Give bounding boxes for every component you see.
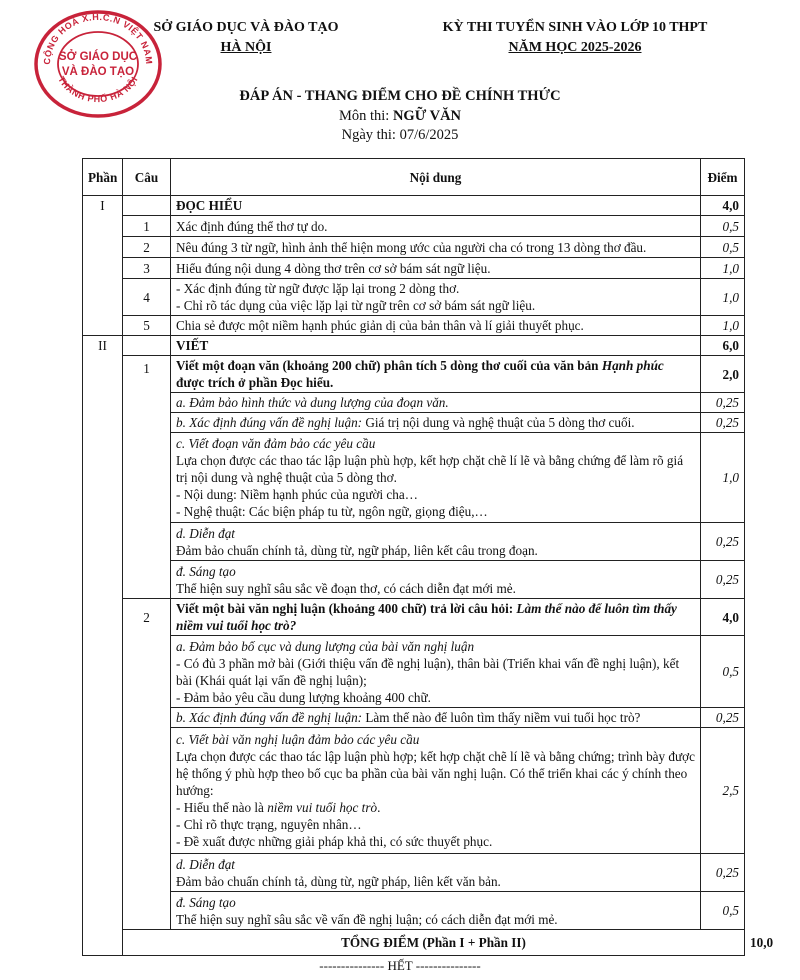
- criterion-score: 0,5: [701, 636, 745, 708]
- table-row: [83, 413, 745, 433]
- table-row: [83, 708, 745, 728]
- part1-number: I: [83, 196, 123, 336]
- question-number: 2: [123, 599, 171, 930]
- question-score: 1,0: [701, 279, 745, 316]
- stamp-bottom-text: THÀNH PHỐ HÀ NỘI: [56, 74, 140, 105]
- criterion-label: d. Diễn đạt: [176, 525, 235, 541]
- criterion-label: a. Đảm bảo bố cục và dung lượng của bài văn nghị luận: [176, 638, 475, 654]
- criterion-label: đ. Sáng tạo: [176, 894, 236, 910]
- content-line: Lựa chọn được các thao tác lập luận phù hợp, kết hợp chặt chẽ lí lẽ và bằng chứng để làm rõ giá trị nội dung và nghệ thuật của 5 dòng thơ.: [176, 453, 684, 485]
- question-number: 2: [123, 237, 171, 258]
- prompt-text: Viết một bài văn nghị luận (khoảng 400 chữ) trả lời câu hỏi:: [176, 601, 517, 616]
- content-line: - Nội dung: Niềm hạnh phúc của người cha…: [176, 487, 418, 502]
- criterion-content: [171, 854, 701, 892]
- question-prompt: [171, 599, 701, 636]
- table-row: [83, 356, 745, 393]
- content-line: [176, 799, 695, 816]
- total-label: TỔNG ĐIỂM (Phần I + Phần II): [123, 930, 745, 956]
- table-row: [83, 892, 745, 930]
- answer-key-table: [82, 158, 774, 956]
- criterion-score: 0,25: [701, 561, 745, 599]
- content-text: - Hiểu thế nào là: [176, 800, 268, 815]
- exam-name: KỲ THI TUYỂN SINH VÀO LỚP 10 THPT: [442, 20, 708, 35]
- question-content: Chia sẻ được một niềm hạnh phúc giản dị của bản thân và lí giải thuyết phục.: [171, 316, 701, 336]
- criterion-content: [171, 433, 701, 523]
- question-score: 1,0: [701, 316, 745, 336]
- question-number: 1: [123, 216, 171, 237]
- total-row: TỔNG ĐIỂM (Phần I + Phần II) 10,0: [83, 930, 745, 956]
- part1-title-row: [83, 196, 745, 216]
- content-line: - Đảm bảo yêu cầu dung lượng khoảng 400 chữ.: [176, 689, 431, 705]
- content-line: Lựa chọn được các thao tác lập luận phù hợp; kết hợp chặt chẽ lí lẽ và bằng chứng; trình bày được hệ thống ý phù hợp theo bố cục ba phần của bài văn nghị luận. Có thể triển khai các ý chính theo hướng:: [176, 749, 695, 798]
- criterion-label: b. Xác định đúng vấn đề nghị luận:: [176, 710, 363, 725]
- prompt-question: Làm thế nào để luôn tìm thấy niềm vui tuổi học trò?: [176, 601, 677, 633]
- table-row: [83, 636, 745, 708]
- criterion-score: 2,5: [701, 728, 745, 854]
- criterion-content: [171, 708, 701, 728]
- table-row: [83, 316, 745, 336]
- table-row: [83, 854, 745, 892]
- exam-date: Ngày thi: 07/6/2025: [341, 127, 459, 143]
- content-emphasis: niềm vui tuổi học trò: [267, 800, 378, 815]
- criterion-text: Giá trị nội dung và nghệ thuật của 5 dòng thơ cuối.: [362, 415, 635, 430]
- content-line: - Có đủ 3 phần mở bài (Giới thiệu vấn đề nghị luận), thân bài (Triển khai vấn đề nghị luận), kết bài (Khái quát lại vấn đề nghị luận);: [176, 655, 680, 688]
- end-marker: --------------- HẾT ---------------: [319, 958, 481, 973]
- content-line: - Chỉ rõ tác dụng của việc lặp lại từ ngữ trên cơ sở bám sát ngữ liệu.: [176, 298, 536, 313]
- content-line: - Xác định đúng từ ngữ được lặp lại trong 2 dòng thơ.: [176, 281, 460, 296]
- table-header-row: [83, 159, 745, 196]
- content-line: Thể hiện suy nghĩ sâu sắc về đoạn thơ, có cách diễn đạt mới mẻ.: [176, 580, 516, 596]
- header-phan: Phần: [83, 159, 123, 196]
- question-score: 1,0: [701, 258, 745, 279]
- table-row: [83, 561, 745, 599]
- criterion-score: 0,5: [701, 892, 745, 930]
- criterion-content: [171, 413, 701, 433]
- criterion-content: [171, 636, 701, 708]
- content-line: Đảm bảo chuẩn chính tả, dùng từ, ngữ pháp, liên kết câu trong đoạn.: [176, 542, 538, 558]
- criterion-content: [171, 892, 701, 930]
- content-line: Đảm bảo chuẩn chính tả, dùng từ, ngữ pháp, liên kết văn bản.: [176, 873, 501, 889]
- table-row: [83, 237, 745, 258]
- criterion-label: a. Đảm bảo hình thức và dung lượng của đoạn văn.: [171, 393, 701, 413]
- criterion-label: c. Viết bài văn nghị luận đảm bảo các yêu cầu: [176, 732, 420, 747]
- prompt-title: Hạnh phúc: [601, 358, 664, 373]
- question-score: 4,0: [701, 599, 745, 636]
- school-year: NĂM HỌC 2025-2026: [508, 40, 642, 55]
- subject-line: [0, 108, 800, 125]
- part2-title-row: [83, 336, 745, 356]
- stamp-ring-text: CỘNG HOÀ X.H.C.N VIỆT NAM: [41, 11, 155, 65]
- table-row: [83, 599, 745, 636]
- prompt-text: được trích ở phần Đọc hiểu.: [176, 375, 334, 390]
- header-diem: Điểm: [701, 159, 745, 196]
- question-content: Nêu đúng 3 từ ngữ, hình ảnh thể hiện mong ước của người cha có trong 13 dòng thơ đầu.: [171, 237, 701, 258]
- content-line: - Chỉ rõ thực trạng, nguyên nhân…: [176, 817, 362, 832]
- table-row: [83, 433, 745, 523]
- content-line: Thể hiện suy nghĩ sâu sắc về vấn đề nghị luận; có cách diễn đạt mới mẻ.: [176, 911, 558, 927]
- criterion-score: 0,25: [701, 708, 745, 728]
- table-row: [83, 728, 745, 854]
- page-title: ĐÁP ÁN - THANG ĐIỂM CHO ĐỀ CHÍNH THỨC: [239, 88, 561, 104]
- issuer-name: SỞ GIÁO DỤC VÀ ĐÀO TẠO: [153, 20, 339, 35]
- question-content: Hiểu đúng nội dung 4 dòng thơ trên cơ sở bám sát ngữ liệu.: [171, 258, 701, 279]
- stamp-center-line2: VÀ ĐÀO TẠO: [61, 66, 135, 78]
- empty-cell: [123, 336, 171, 356]
- criterion-score: 0,25: [701, 393, 745, 413]
- criterion-score: 0,25: [701, 413, 745, 433]
- empty-cell: [123, 196, 171, 216]
- table-row: [83, 216, 745, 237]
- criterion-text: Làm thế nào để luôn tìm thấy niềm vui tuổi học trò?: [362, 710, 641, 725]
- question-number: 5: [123, 316, 171, 336]
- content-text: .: [377, 800, 381, 815]
- question-number: 4: [123, 279, 171, 316]
- criterion-score: 0,25: [701, 854, 745, 892]
- part2-score: 6,0: [701, 336, 745, 356]
- stamp-center-line1: SỞ GIÁO DỤC: [58, 51, 138, 63]
- criterion-content: [171, 561, 701, 599]
- question-content: [171, 279, 701, 316]
- criterion-label: d. Diễn đạt: [176, 856, 235, 872]
- part2-title: VIẾT: [171, 336, 701, 356]
- part2-number: II: [83, 336, 123, 956]
- question-score: 2,0: [701, 356, 745, 393]
- criterion-label: đ. Sáng tạo: [176, 563, 236, 579]
- question-content: Xác định đúng thể thơ tự do.: [171, 216, 701, 237]
- criterion-score: 1,0: [701, 433, 745, 523]
- header-cau: Câu: [123, 159, 171, 196]
- prompt-text: Viết một đoạn văn (khoảng 200 chữ) phân tích 5 dòng thơ cuối của văn bản: [176, 358, 602, 373]
- issuer-header: [120, 18, 372, 58]
- subject-name: NGỮ VĂN: [392, 108, 462, 124]
- table-row: [83, 393, 745, 413]
- criterion-content: [171, 728, 701, 854]
- exam-header: [395, 18, 755, 58]
- part1-title: ĐỌC HIỂU: [171, 196, 701, 216]
- content-line: - Đề xuất được những giải pháp khả thi, có sức thuyết phục.: [176, 834, 493, 849]
- question-score: 0,5: [701, 216, 745, 237]
- content-line: - Nghệ thuật: Các biện pháp tu từ, ngôn ngữ, giọng điệu,…: [176, 504, 488, 519]
- question-score: 0,5: [701, 237, 745, 258]
- criterion-label: b. Xác định đúng vấn đề nghị luận:: [176, 415, 363, 430]
- criterion-content: [171, 523, 701, 561]
- table-row: [83, 258, 745, 279]
- issuer-city: HÀ NỘI: [220, 40, 272, 55]
- criterion-score: 0,25: [701, 523, 745, 561]
- question-number: 3: [123, 258, 171, 279]
- part1-score: 4,0: [701, 196, 745, 216]
- table-row: [83, 523, 745, 561]
- header-noidung: Nội dung: [171, 159, 701, 196]
- question-number: 1: [123, 356, 171, 599]
- subject-label: Môn thi:: [338, 108, 390, 124]
- criterion-label: c. Viết đoạn văn đảm bảo các yêu cầu: [176, 436, 376, 451]
- table-row: [83, 279, 745, 316]
- question-prompt: [171, 356, 701, 393]
